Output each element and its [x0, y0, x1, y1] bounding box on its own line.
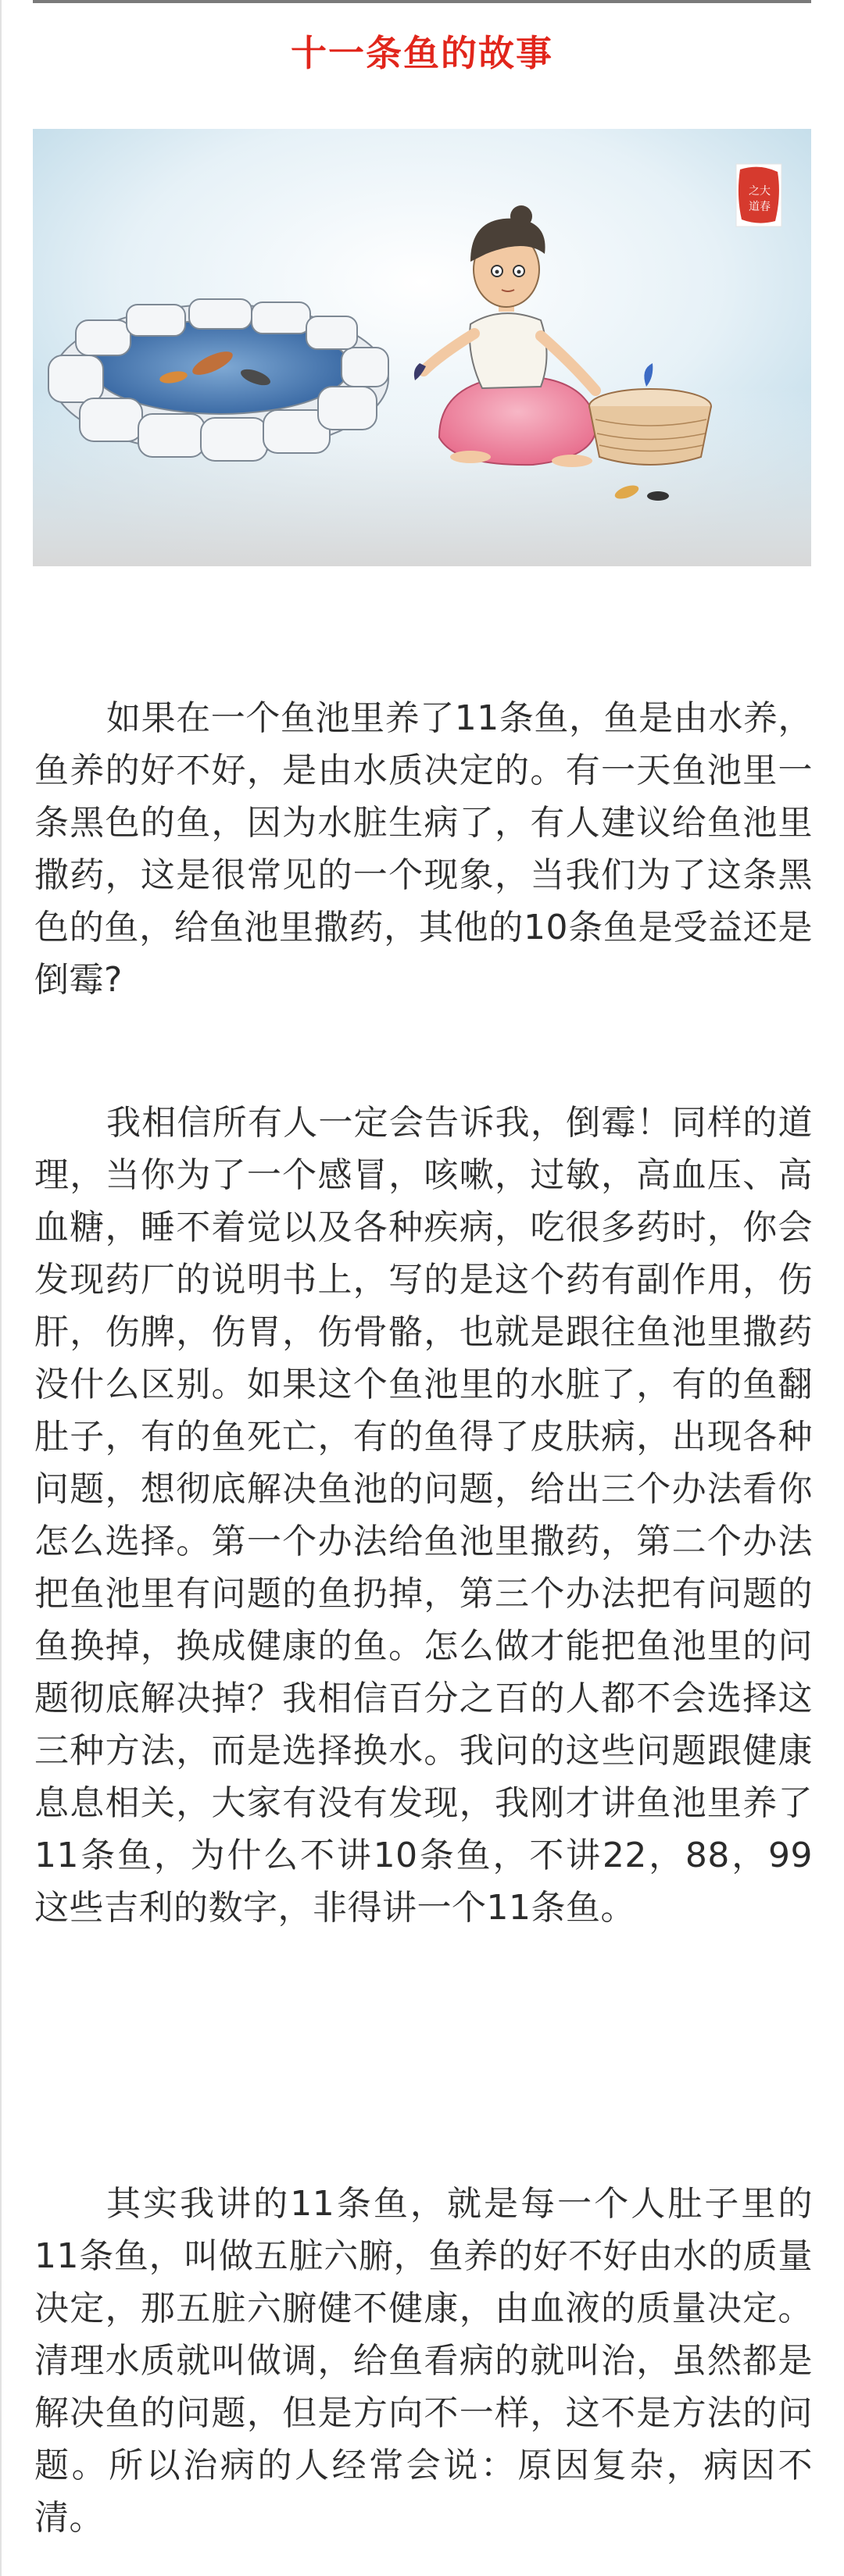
top-divider	[33, 0, 811, 3]
article-illustration	[33, 129, 811, 566]
girl-feeding-fish-image	[33, 129, 811, 566]
page-left-border	[0, 0, 2, 2576]
svg-text:道春: 道春	[749, 201, 771, 213]
article-paragraph: 我相信所有人一定会告诉我，倒霉！同样的道理，当你为了一个感冒，咳嗽，过敏，高血压、高血糖，睡不着觉以及各种疾病，吃很多药时，你会发现药厂的说明书上，写的是这个药有副作用，伤肝，伤脾，伤胃，伤骨骼，也就是跟往鱼池里撒药没什么区别。如果这个鱼池里的水脏了，有的鱼翻肚子，有的鱼死亡，有的鱼得了皮肤病，出现各种问题，想彻底解决鱼池的问题，给出三个办法看你怎么选择。第一个办法给鱼池里撒药，第二个办法把鱼池里有问题的鱼扔掉，第三个办法把有问题的鱼换掉，换成健康的鱼。怎么做才能把鱼池里的问题彻底解决掉？我相信百分之百的人都不会选择这三种方法，而是选择换水。我问的这些问题跟健康息息相关，大家有没有发现，我刚才讲鱼池里养了11条鱼，为什么不讲10条鱼，不讲22，88，99这些吉利的数字，非得讲一个11条鱼。	[34, 1103, 813, 1928]
seal-stamp	[736, 164, 781, 227]
article-title: 十一条鱼的故事	[291, 31, 553, 74]
svg-text:之大: 之大	[749, 185, 771, 198]
article-paragraph: 其实我讲的11条鱼，就是每一个人肚子里的11条鱼，叫做五脏六腑，鱼养的好不好由水的质量决定，那五脏六腑健不健康，由血液的质量决定。清理水质就叫做调，给鱼看病的就叫治，虽然都是解决鱼的问题，但是方向不一样，这不是方法的问题。所以治病的人经常会说：原因复杂，病因不清。	[34, 2184, 813, 2538]
article-paragraph: 如果在一个鱼池里养了11条鱼，鱼是由水养，鱼养的好不好，是由水质决定的。有一天鱼池里一条黑色的鱼，因为水脏生病了，有人建议给鱼池里撒药，这是很常见的一个现象，当我们为了这条黑色的鱼，给鱼池里撒药，其他的10条鱼是受益还是倒霉?	[34, 698, 813, 1000]
